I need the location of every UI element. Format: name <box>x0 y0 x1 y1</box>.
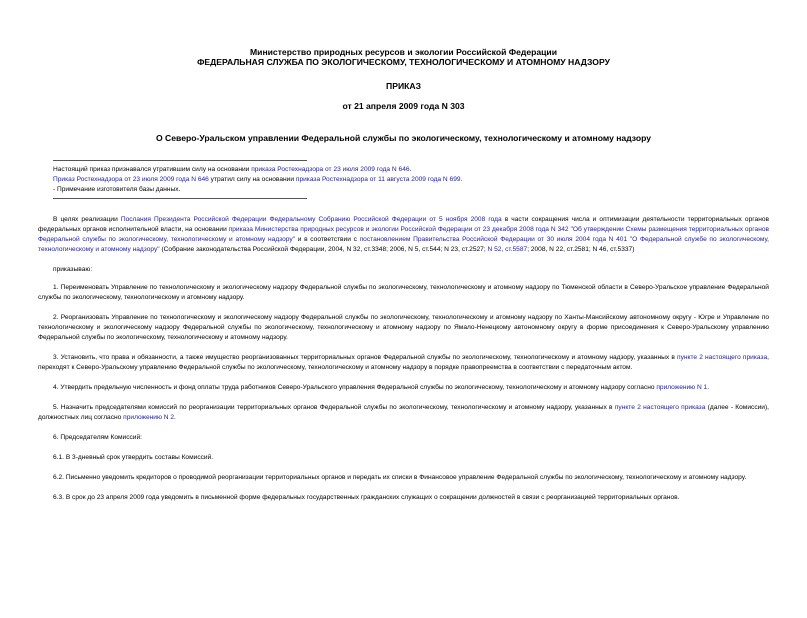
item-6-3: 6.3. В срок до 23 апреля 2009 года уведомить в письменной форме федеральных государственных гражданских служащих о сокращении должностей в связи с реорганизацией территориальных органов. <box>53 494 680 501</box>
link-ministry-order-342[interactable]: приказа Министерства природных ресурсов и экологии Российской Федерации от 23 декабря 2008 года N 342 "Об утверждении Схемы размещения территориальных органов Федеральной службы по экологическому, технологическому и атомному надзору" <box>38 226 769 243</box>
item-6-1: 6.1. В 3-дневный срок утвердить составы Комиссий. <box>53 454 214 461</box>
item-6-2: 6.2. Письменно уведомить кредиторов о проводимой реорганизации территориальных органов и передать их списки в Финансовое управление Федеральной службы по экологическому, технологическому и атомному надзору. <box>53 474 747 481</box>
link-order-646-b[interactable]: Приказ Ростехнадзора от 23 июля 2009 года N 646 <box>53 176 209 183</box>
link-order-699[interactable]: приказа Ростехнадзора от 11 августа 2009 года N 699 <box>295 176 461 183</box>
document-type: ПРИКАЗ <box>386 81 421 91</box>
document-subject: О Северо-Уральском управлении Федеральной службы по экологическому, технологическому и атомному надзору <box>155 133 651 143</box>
item-4: 4. Утвердить предельную численность и фонд оплаты труда работников Северо-Уральского управления Федеральной службы по экологическому, технологическому и атомному надзору согласно приложению N 1. <box>53 384 710 391</box>
item-2: 2. Реорганизовать Управление по технологическому и экологическому надзору Федеральной службы по экологическому, технологическому и атомному надзору по Ханты-Мансийскому автономному округу - Югре и Управление по технологическому и экологическому надзору Федеральной службы по экологическому, технологическому и атомному надзору по Ямало-Ненецкому автономному округу в форме присоединения к Северо-Уральскому управлению Федеральной службы по экологическому, технологическому и атомному надзору. <box>38 314 769 341</box>
note-line-2: Приказ Ростехнадзора от 23 июля 2009 года N 646 утратил силу на основании приказа Ростехнадзора от 11 августа 2009 года N 699. <box>53 176 463 183</box>
document-date: от 21 апреля 2009 года N 303 <box>342 101 465 111</box>
ministry-name: Министерство природных ресурсов и экологии Российской Федерации <box>250 47 557 57</box>
link-item-2[interactable]: пункте 2 настоящего приказа <box>677 354 768 361</box>
link-government-decree-401[interactable]: постановлением Правительства Российской Федерации от 30 июля 2004 года N 401 "О Федеральной службе по экологическому, технологическому и атомному надзору" <box>38 236 769 253</box>
note-line-1: Настоящий приказ признавался утратившим силу на основании приказа Ростехнадзора от 23 июля 2009 года N 646. <box>53 166 412 173</box>
item-1: 1. Переименовать Управление по технологическому и экологическому надзору Федеральной службы по экологическому, технологическому и атомному надзору по Тюменской области в Северо-Уральское управление Федеральной службы по экологическому, технологическому и атомному надзору. <box>38 284 769 301</box>
intro-paragraph: В целях реализации Послания Президента Российской Федерации Федеральному Собранию Российской Федерации от 5 ноября 2008 года в части сокращения числа и оптимизации деятельности территориальных органов федеральных органов исполнительной власти, на основании приказа Министерства природных ресурсов и экологии Российской Федерации от 23 декабря 2008 года N 342 "Об утверждении Схемы размещения территориальных органов Федеральной службы по экологическому, технологическому и атомному надзору" и в соответствии с постановлением Правительства Российской Федерации от 30 июля 2004 года N 401 "О Федеральной службе по экологическому, технологическому и атомному надзору" (Собрание законодательства Российской Федерации, 2004, N 32, ст.3348; 2006, N 5, ст.544; N 23, ст.2527; N 52, ст.5587; 2008, N 22, ст.2581; N 46, ст.5337) <box>38 216 770 253</box>
link-appendix-1[interactable]: приложению N 1 <box>656 384 708 391</box>
item-6: 6. Председателям Комиссий: <box>53 434 142 441</box>
link-order-646[interactable]: приказа Ростехнадзора от 23 июля 2009 года N 646 <box>251 166 410 173</box>
link-appendix-2[interactable]: приложению N 2 <box>123 414 175 421</box>
document-header <box>38 47 769 67</box>
order-word: приказываю: <box>53 266 93 273</box>
link-presidential-address[interactable]: Послания Президента Российской Федерации Федеральному Собранию Российской Федерации от 5 ноября 2008 года <box>120 216 502 223</box>
link-item-2-b[interactable]: пункте 2 настоящего приказа <box>614 404 706 411</box>
service-name: ФЕДЕРАЛЬНАЯ СЛУЖБА ПО ЭКОЛОГИЧЕСКОМУ, ТЕХНОЛОГИЧЕСКОМУ И АТОМНОМУ НАДЗОРУ <box>197 57 610 67</box>
link-n52-st5587[interactable]: N 52, ст.5587 <box>487 246 528 253</box>
notes-bottom-divider <box>53 198 307 199</box>
notes-top-divider <box>53 160 307 161</box>
document-page <box>0 47 807 618</box>
database-notes <box>38 165 769 195</box>
item-3: 3. Установить, что права и обязанности, а также имущество реорганизованных территориальных органов Федеральной службы по экологическому, технологическому и атомному надзору, указанных в пункте 2 настоящего приказа, переходят к Северо-Уральскому управлению Федеральной службы по экологическому, технологическому и атомному надзору в порядке правопреемства в соответствии с передаточным актом. <box>38 354 769 371</box>
item-5: 5. Назначить председателями комиссий по реорганизации территориальных органов Федеральной службы по экологическому, технологическому и атомному надзору, указанных в пункте 2 настоящего приказа (далее - Комиссии), должностных лиц согласно приложению N 2. <box>38 404 770 421</box>
note-line-3: - Примечание изготовителя базы данных. <box>53 186 181 193</box>
